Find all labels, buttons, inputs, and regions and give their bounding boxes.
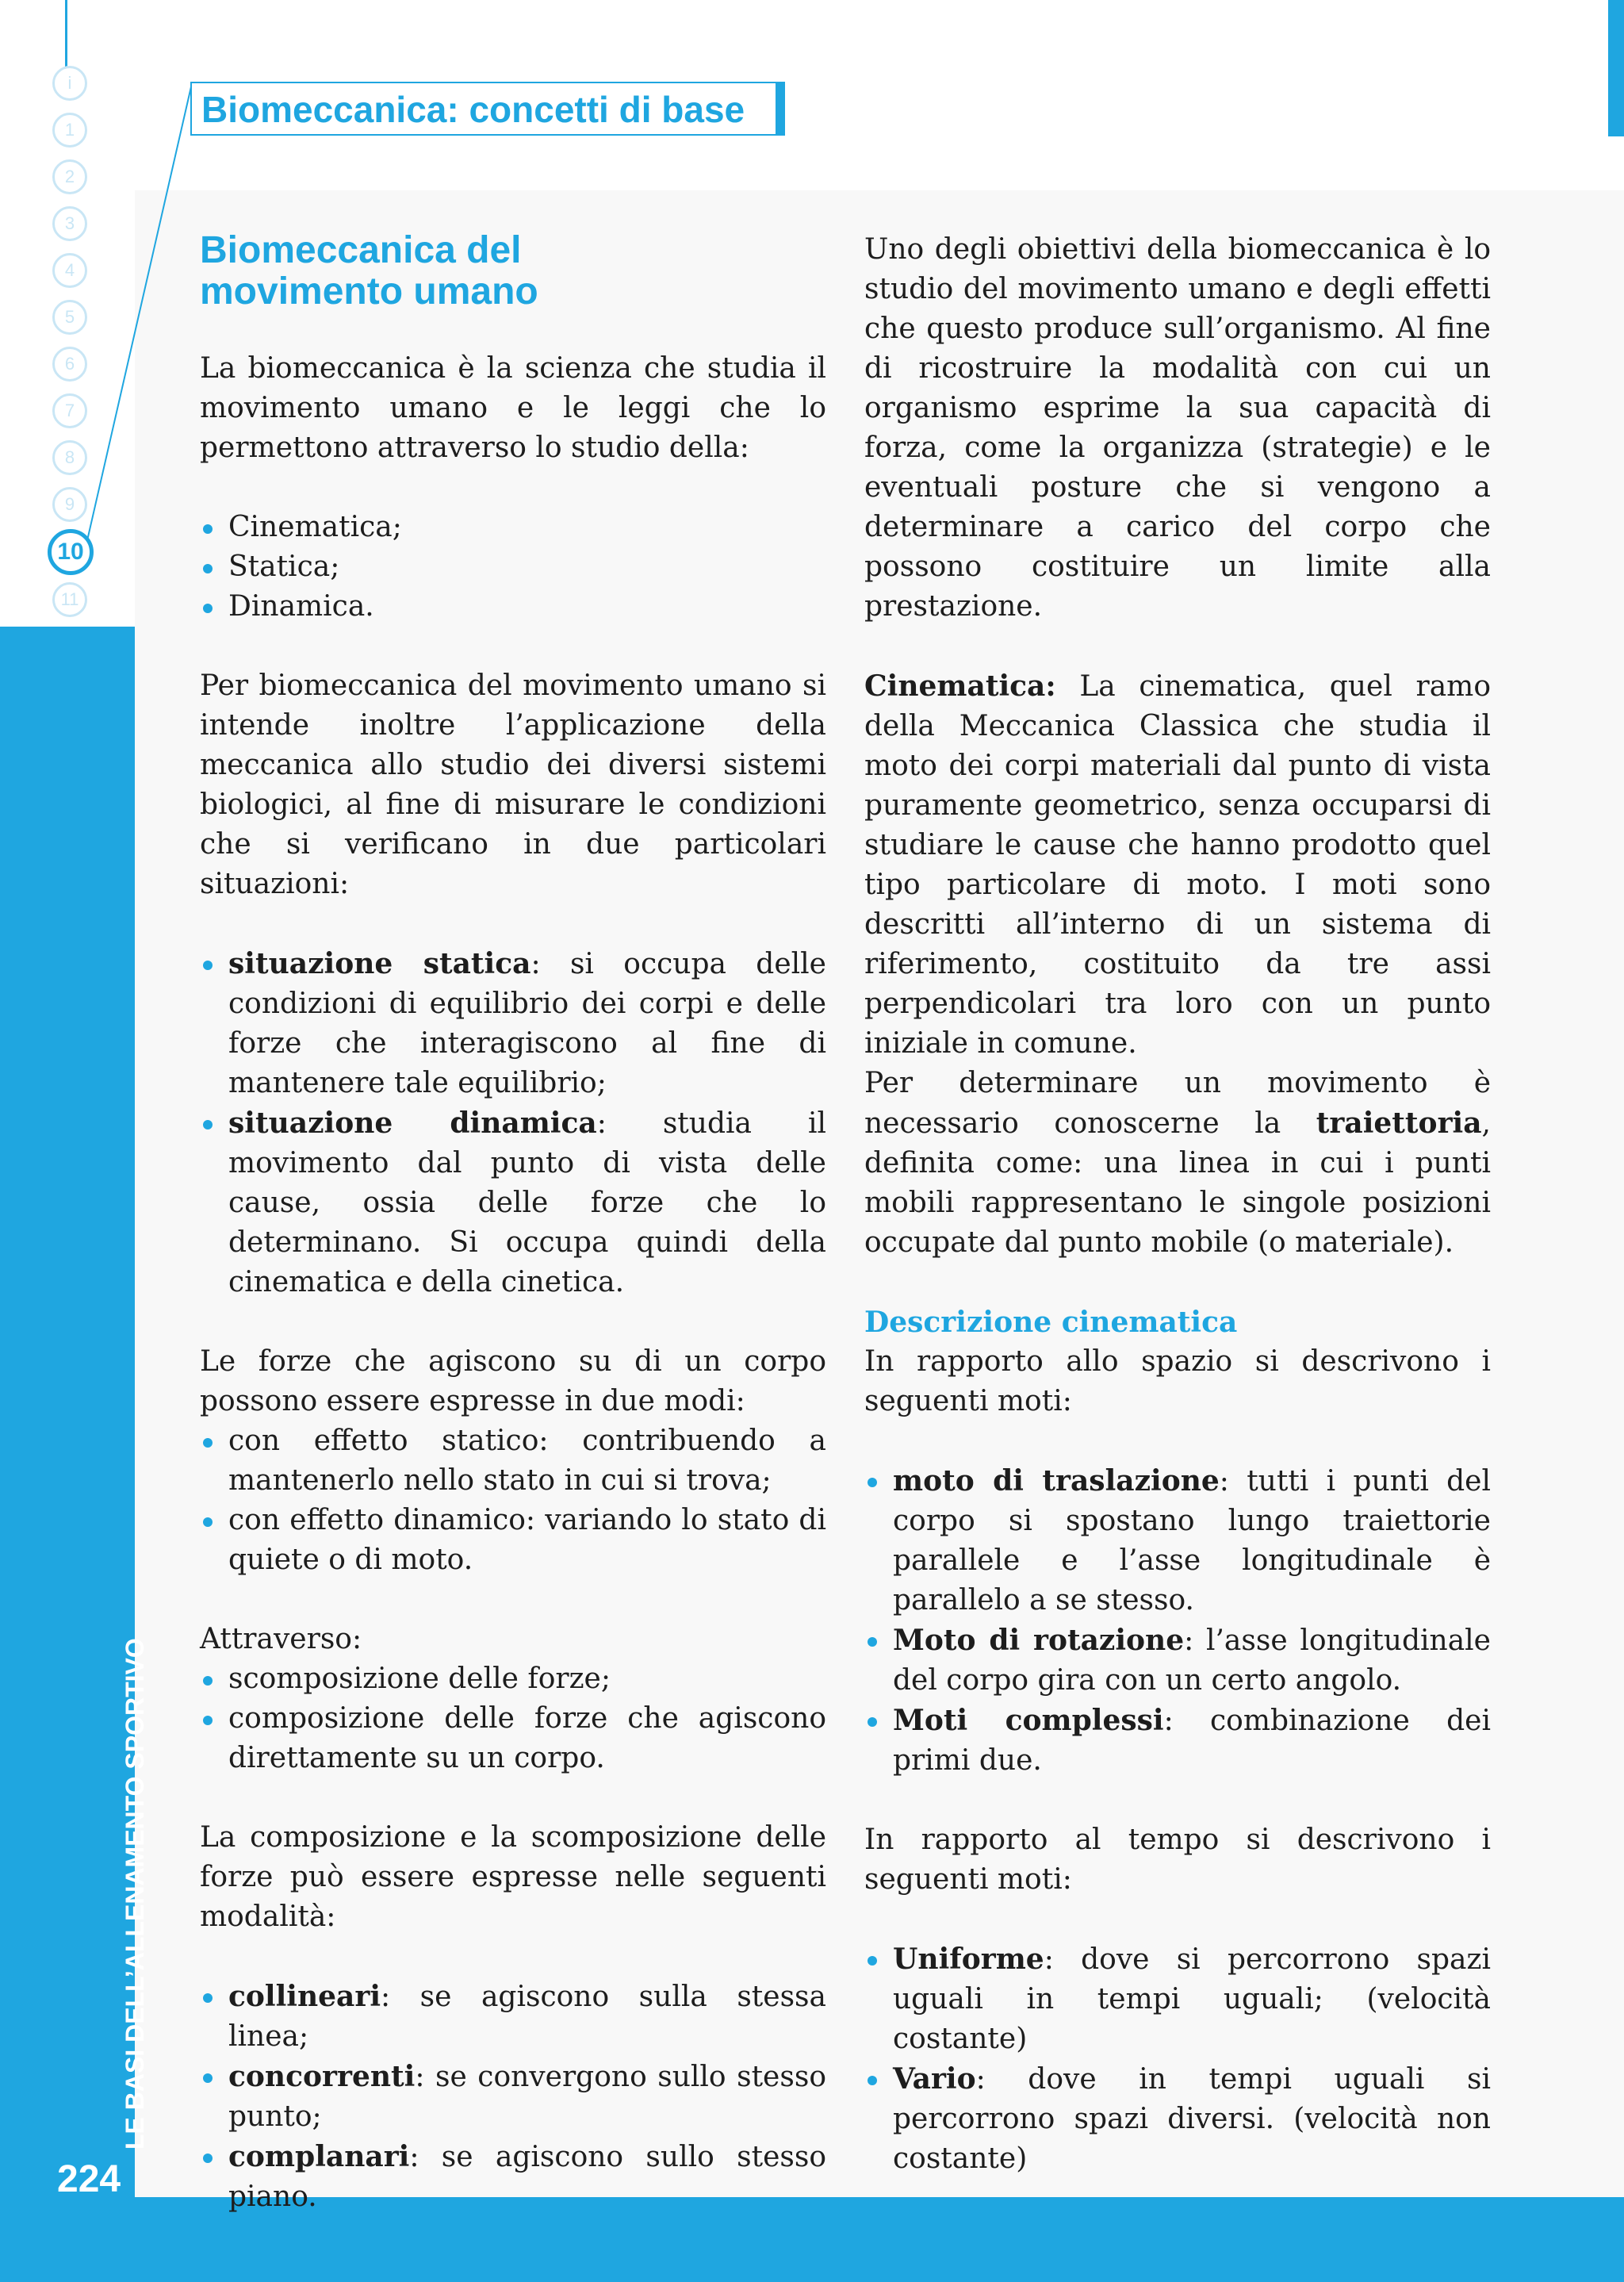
definition: : tutti i punti del corpo si spostano lungo traiettorie parallele e l’asse longitudinale è parallelo a se stesso. [893,1465,1491,1617]
attraverso-list [200,1659,826,1778]
definition: : se agiscono sullo stesso piano. [228,2141,826,2213]
text: Per determinare un movimento è necessario conoscerne la [864,1067,1491,1140]
paragraph: In rapporto allo spazio si descrivono i seguenti moti: [864,1345,1491,1417]
term: Uniforme [893,1943,1044,1976]
list-item: con effetto statico: contribuendo a mantenerlo nello stato in cui si trova; [200,1421,826,1501]
page-edge-tab [1608,0,1624,136]
term: Vario [893,2062,976,2096]
chapter-nav-item[interactable]: 1 [52,113,87,148]
term: complanari [228,2140,410,2173]
chapter-nav-item[interactable]: i [52,66,87,101]
definition: : se agiscono sulla stessa linea; [228,1981,826,2053]
text: , definita come: una linea in cui i punti mobili rappresentano le singole posizioni occupate dal punto mobile (o materiale). [864,1107,1491,1259]
term: Moti complessi [893,1704,1164,1737]
space-motion-list [864,1461,1491,1781]
chapter-nav-item[interactable]: 9 [52,487,87,522]
paragraph: Attraverso: [200,1623,362,1655]
term: Cinematica: [864,669,1056,703]
list-item: Dinamica. [200,587,826,627]
chapter-nav-item[interactable]: 11 [52,582,87,617]
definition: : l’asse longitudinale del corpo gira con un certo angolo. [893,1624,1491,1697]
forces-list [200,1421,826,1580]
list-item [200,2137,826,2217]
term: situazione statica [228,947,531,980]
subheading: Descrizione cinematica [864,1306,1238,1339]
time-motion-list [864,1939,1491,2179]
list-item [864,1701,1491,1781]
term: moto di traslazione [893,1464,1220,1498]
term: Moto di rotazione [893,1624,1185,1657]
page-number: 224 [57,2158,121,2200]
chapter-nav-item[interactable]: 4 [52,253,87,288]
chapter-nav-item[interactable]: 8 [52,440,87,475]
left-column [200,230,826,2217]
situations-list [200,944,826,1302]
definition: : combinazione dei primi due. [893,1705,1492,1777]
chapter-nav-item[interactable]: 6 [52,347,87,382]
list-item [864,2059,1491,2179]
list-item [200,1977,826,2057]
list-item: Cinematica; [200,508,826,547]
chapter-nav-item[interactable]: 3 [52,206,87,241]
intro-paragraph: La biomeccanica è la scienza che studia il movimento umano e le leggi che lo permettono attraverso lo studio della: [200,352,826,464]
modalities-list [200,1977,826,2217]
paragraph: Uno degli obiettivi della biomeccanica è lo studio del movimento umano e degli effetti che questo produce sull’organismo. Al fine di ricostruire la modalità con cui un organismo esprime la sua capacità di forza, come la organizza (strategie) e le eventuali posture che si vengono a determinare a carico del corpo che possono costituire un limite alla prestazione. [864,233,1491,623]
list-item [864,1939,1491,2059]
chapter-nav [0,0,135,627]
right-column [864,230,1491,2179]
traiettoria-paragraph [864,1064,1491,1263]
list-item [864,1620,1491,1701]
list-item [200,944,826,1103]
list-item: con effetto dinamico: variando lo stato di quiete o di moto. [200,1501,826,1580]
term: traiettoria [1316,1106,1482,1140]
section-label-accent [776,82,785,136]
definition: : dove si percorrono spazi uguali in tempi uguali; (velocità costante) [893,1943,1491,2055]
paragraph: Per biomeccanica del movimento umano si intende inoltre l’applicazione della meccanica allo studio dei diversi sistemi biologici, al fine di misurare le condizioni che si verificano in due particolari situazioni: [200,669,826,900]
sidebar-title: LE BASI DELL’ALLENAMENTO SPORTIVO [121,1638,149,2150]
list-item: composizione delle forze che agiscono direttamente su un corpo. [200,1699,826,1778]
paragraph: In rapporto al tempo si descrivono i seguenti moti: [864,1824,1491,1896]
definition: : dove in tempi uguali si percorrono spazi diversi. (velocità non costante) [893,2063,1491,2175]
term: collineari [228,1980,381,2013]
page-heading: Biomeccanica del movimento umano [200,229,538,313]
chapter-nav-item[interactable]: 7 [52,393,87,428]
list-item [864,1461,1491,1620]
list-item [200,1103,826,1302]
definition: : studia il movimento dal punto di vista delle cause, ossia delle forze che lo determinano. Si occupa quindi della cinematica e della cinetica. [228,1107,826,1298]
chapter-nav-item[interactable]: 2 [52,159,87,194]
cinematica-paragraph [864,666,1491,1064]
term: situazione dinamica [228,1106,597,1140]
paragraph: Le forze che agiscono su di un corpo possono essere espresse in due modi: [200,1345,826,1417]
list-item [200,2057,826,2137]
intro-list [200,508,826,627]
paragraph: La composizione e la scomposizione delle forze può essere espresse nelle seguenti modalità: [200,1821,826,1933]
chapter-nav-item-active[interactable]: 10 [48,529,94,575]
definition: : si occupa delle condizioni di equilibrio dei corpi e delle forze che interagiscono al fine di mantenere tale equilibrio; [228,948,826,1099]
chapter-nav-item[interactable]: 5 [52,300,87,335]
definition: La cinematica, quel ramo della Meccanica Classica che studia il moto dei corpi materiali dal punto di vista puramente geometrico, senza occuparsi di studiare le cause che hanno prodotto quel tipo particolare di moto. I moti sono descritti all’interno di un sistema di riferimento, costituito da tre assi perpendicolari tra loro con un punto iniziale in comune. [864,670,1491,1060]
list-item: Statica; [200,547,826,587]
definition: : se convergono sullo stesso punto; [228,2061,826,2133]
section-label-box [190,82,777,136]
section-label: Biomeccanica: concetti di base [201,89,745,130]
term: concorrenti [228,2060,416,2093]
list-item: scomposizione delle forze; [200,1659,826,1699]
sidebar-bar [0,627,135,2282]
